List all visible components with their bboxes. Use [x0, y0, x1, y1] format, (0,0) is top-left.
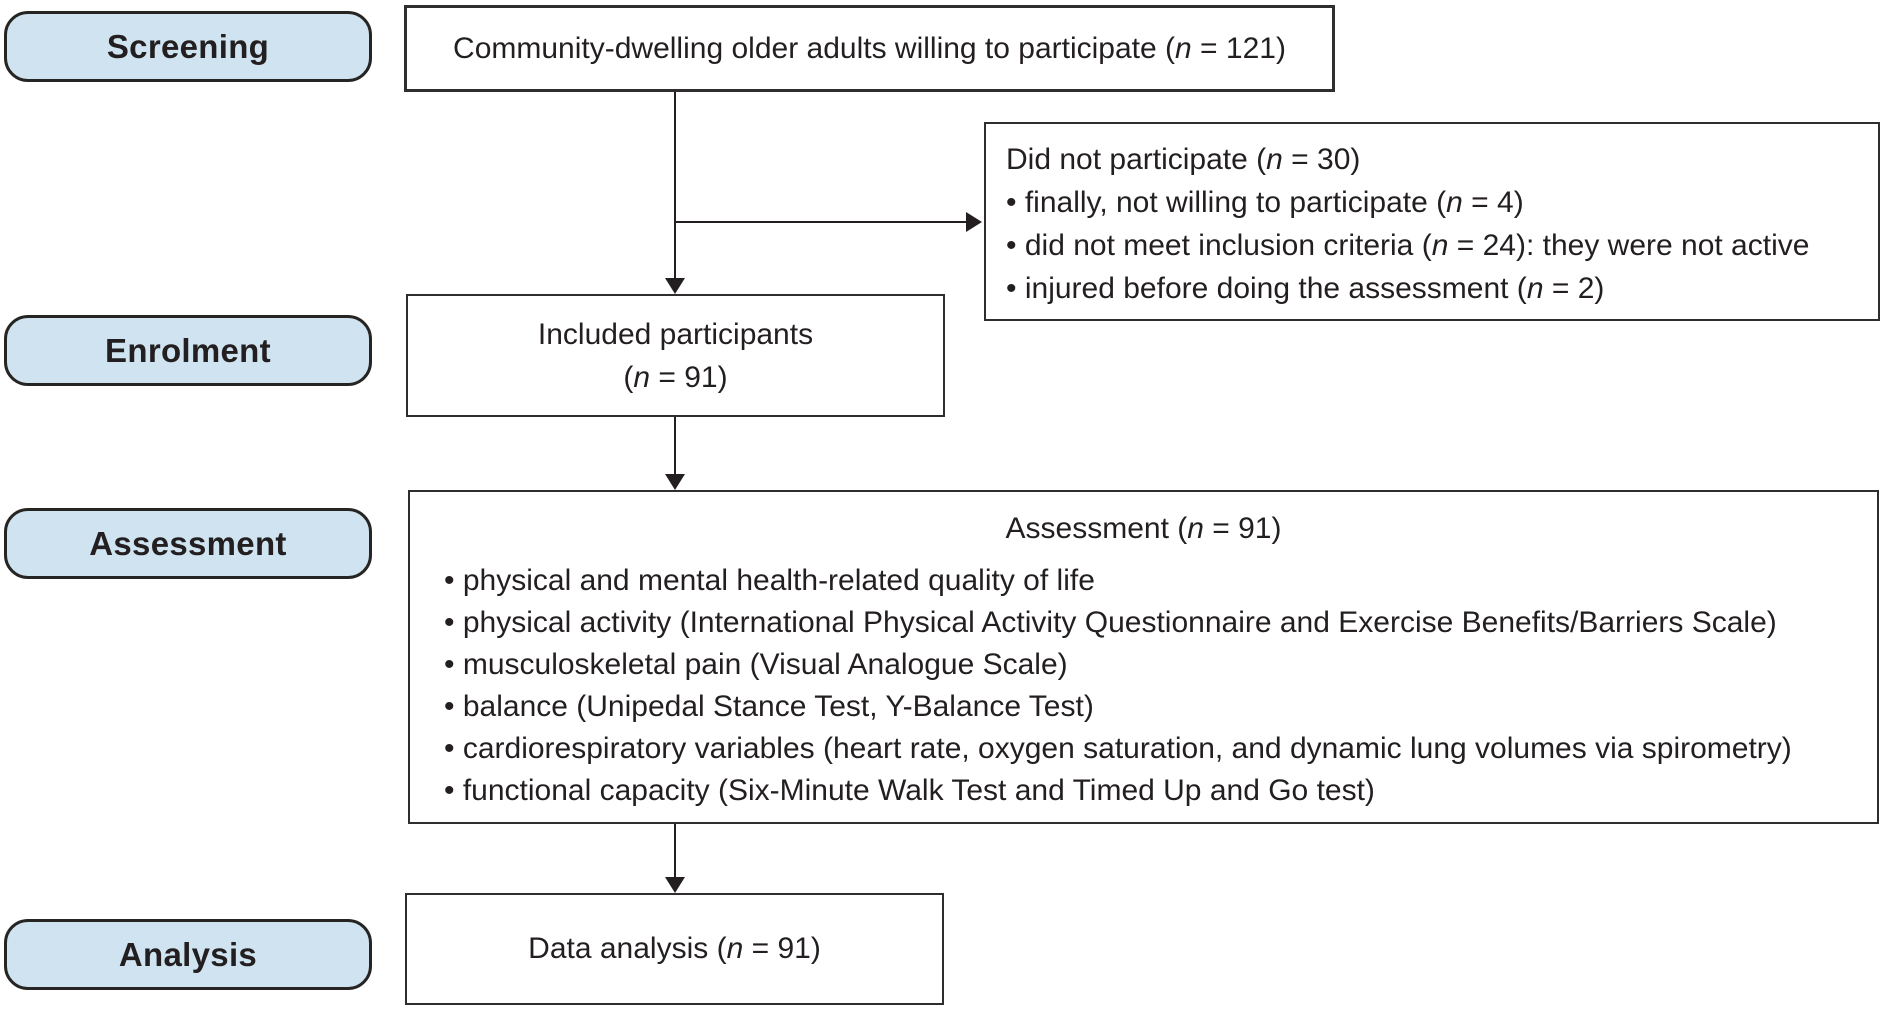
connector-screening-to-enrolment: [674, 92, 676, 279]
stage-label: Screening: [106, 27, 270, 65]
stage-label: Assessment: [89, 524, 287, 562]
stage-pill-screening: [4, 11, 372, 82]
assessment-box-title: Assessment (n = 91): [1005, 512, 1282, 545]
enrolment-box-line2: (n = 91): [623, 360, 728, 394]
analysis-box: [405, 893, 944, 1005]
enrolment-box: [406, 294, 945, 417]
stage-label: Enrolment: [105, 331, 271, 369]
arrowhead-down-icon: [665, 278, 685, 294]
bullet-item: • functional capacity (Six-Minute Walk Test and Timed Up and Go test): [444, 770, 1877, 812]
screening-box: [404, 5, 1335, 92]
stage-pill-enrolment: [4, 315, 372, 386]
enrolment-box-line1: Included participants: [537, 317, 814, 351]
bullet-item: • did not meet inclusion criteria (n = 24): they were not active: [1006, 224, 1860, 267]
arrowhead-right-icon: [966, 212, 982, 232]
bullet-item: • physical activity (International Physical Activity Questionnaire and Exercise Benefits/Barriers Scale): [444, 602, 1877, 644]
stage-pill-analysis: [4, 919, 372, 990]
connector-assessment-to-analysis: [674, 824, 676, 878]
arrowhead-down-icon: [665, 877, 685, 893]
bullet-item: • balance (Unipedal Stance Test, Y-Balance Test): [444, 686, 1877, 728]
bullet-item: • injured before doing the assessment (n = 2): [1006, 267, 1860, 310]
assessment-box: [408, 490, 1879, 824]
bullet-item: • finally, not willing to participate (n = 4): [1006, 181, 1860, 224]
analysis-box-text: Data analysis (n = 91): [528, 932, 821, 965]
stage-pill-assessment: [4, 508, 372, 579]
assessment-bullet-list: [410, 560, 1877, 812]
bullet-item: • physical and mental health-related quality of life: [444, 560, 1877, 602]
connector-branch-to-excluded: [675, 221, 966, 223]
arrowhead-down-icon: [665, 474, 685, 490]
excluded-box-title: Did not participate (n = 30): [1006, 143, 1361, 176]
excluded-box: [984, 122, 1880, 321]
excluded-bullet-list: [1006, 181, 1860, 310]
bullet-item: • cardiorespiratory variables (heart rate, oxygen saturation, and dynamic lung volumes via spirometry): [444, 728, 1877, 770]
screening-box-text: Community-dwelling older adults willing to participate (n = 121): [453, 31, 1286, 65]
connector-enrolment-to-assessment: [674, 417, 676, 475]
bullet-item: • musculoskeletal pain (Visual Analogue Scale): [444, 644, 1877, 686]
stage-label: Analysis: [118, 935, 258, 973]
